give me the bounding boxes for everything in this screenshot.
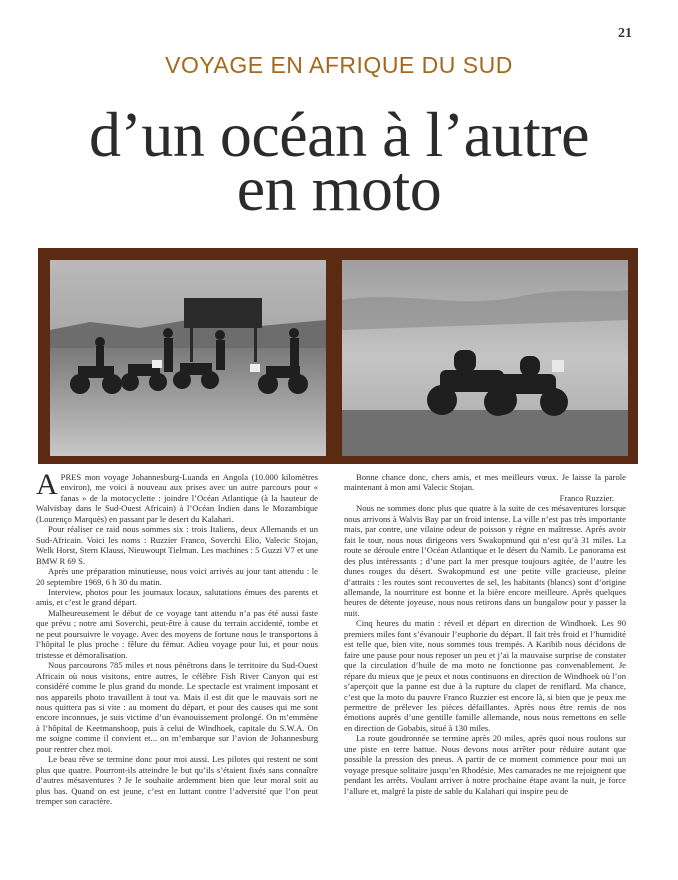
- article-paragraph: Interview, photos pour les journaux locaux, salutations émues des parents et amis, et c’est le grand départ.: [36, 586, 318, 608]
- article-paragraph: Bonne chance donc, chers amis, et mes meilleurs vœux. Je laisse la parole maintenant à mon ami Valecic Stojan.: [344, 472, 626, 493]
- article-paragraph: Cinq heures du matin : réveil et départ en direction de Windhoek. Les 90 premiers miles font s’évanouir l’euphorie du départ. Il fait très froid et l’humidité est telle que, bien vite, nous sommes tous trempés. A Karibib nous décidons de faire une pause pour nous reposer un peu et j’ai la mauvaise surprise de constater que la circulation d’huile de ma moto ne fonctionne pas convenablement. Je répare du mieux que je peux et nous continuons en direction de Windhoek où l’on s’aperçoit que la panne est due à la rupture du clapet de reniflard. Ma chance, c’est que la moto du pauvre Franco Ruzzier est encore là, si bien que je peux me permettre de prélever les pièces défaillantes. Après nous être remis de nos émotions auprès d’une gentille famille allemande, nous nous remettons en selle en direction de Gobabis, situé à 130 miles.: [344, 618, 626, 733]
- photo-motorcycles-desert: [342, 260, 628, 456]
- article-paragraph: Pour réaliser ce raid nous sommes six : trois Italiens, deux Allemands et un Sud-Africain. Voici les noms : Ruzzier Franco, Soverchi Elio, Valecic Stojan, Welk Horst, Stern Klauss, Nieuwoupt Tielman. Les machines : 5 Guzzi V7 et une BMW R 69 S.: [36, 524, 318, 566]
- article-column-left: [36, 468, 318, 807]
- article-paragraph: APRES mon voyage Johannesburg-Luanda en Angola (10.000 kilomètres environ), me voici à nouveau aux prises avec un autre parcours pour « fanas » de la motocyclette : joindre l’Océan Atlantique (à la hauteur de Walvisbay dans le Sud-Ouest Africain) à l’Océan Indien dans le Mozambique (Lourenço Marquès) en passant par le desert du Kalahari.: [36, 468, 318, 524]
- photo-motorcycles-roadside: [50, 260, 326, 456]
- article-paragraph: La route goudronnée se termine après 20 miles, après quoi nous roulons sur une piste en terre battue. Nous devons nous arrêter pour réduire autant que possible la pression des pneus. A partir de ce moment commence pour moi un voyage presque solitaire jusqu’en Rhodésie. Mes camarades ne me rejoignent que pendant les arrêts. Voulant arriver à notre prochaine étape avant la nuit, je force l’allure et, malgré la piste de sable du Kalahari qui inspire peu de: [344, 733, 626, 796]
- photo-band: [38, 248, 638, 464]
- headline-line-1: d’un océan à l’autre: [89, 99, 589, 170]
- article-paragraph: Après une préparation minutieuse, nous voici arrivés au jour tant attendu : le 20 septembre 1969, 6 h 30 du matin.: [36, 566, 318, 587]
- section-kicker: VOYAGE EN AFRIQUE DU SUD: [165, 52, 513, 78]
- article-paragraph: Malheureusement le début de ce voyage tant attendu n’a pas été aussi faste que prévu ; notre ami Soverchi, peut-être à cause du terrain accidenté, tombe et ne peut poursuivre le voyage. Avec des moyens de fortune nous le transportons à l’hôpital le plus proche : fêlure du fémur. Adieu voyage pour lui, et pour nous tristesse et démoralisation.: [36, 607, 318, 660]
- article-column-right: [344, 472, 626, 796]
- article-paragraph: Nous parcourons 785 miles et nous pénétrons dans le territoire du Sud-Ouest Africain où nous visitons, entre autres, le célèbre Fish River Canyon qui est considéré comme le plus grand du monde. Le spectacle est vraiment imposant et nos appareils photo travaillent à tout va. Mais il est dit que le mauvais sort ne nous quittera pas si vite : au moment du départ, et pour des causes qui me sont encore inconnues, je suis victime d’un évanouissement prolongé. On m’emmène à l’hôpital de Keetmanshoop, puis à celui de Windhoek, capitale du S.W.A. On me soigne comme il convient et... on m’embarque sur l’avion de Johannesburg pour rentrer chez moi.: [36, 660, 318, 754]
- article-paragraph: Nous ne sommes donc plus que quatre à la suite de ces mésaventures lorsque nous arrivons à Walvis Bay par un froid intense. La ville n’est pas très importante mais, par contre, une vilaine odeur de poisson y règne en maîtresse. Après avoir fait le tour, nous nous dirigeons vers Swakopmund qui n’est qu’à 31 miles. La route se déroule entre l’Océan Atlantique et le désert du Namib. Le panorama est des plus intéressants ; d’une part la mer presque toujours agitée, de l’autre les dunes rouges du désert. Swakopmund est une petite ville gracieuse, pleine d’attraits : les routes sont recouvertes de sel, les habitants (blancs) sont d’origine allemande, la nourriture est bonne et la bière encore meilleure. Après quelques heures de détente joyeuse, nous nous retirons dans un bungalow pour y passer la nuit.: [344, 503, 626, 618]
- article-headline: [0, 99, 678, 224]
- drop-cap: A: [36, 468, 58, 501]
- headline-line-2: en moto: [236, 153, 442, 224]
- page-number: 21: [618, 26, 632, 41]
- article-paragraph: Le beau rêve se termine donc pour moi aussi. Les pilotes qui restent ne sont plus que quatre. Pourront-ils atteindre le but qu’ils s’étaient fixés sans connaître d’autres mésaventures ? Je le souhaite ardemment bien que leur moral soit au plus bas. Quand on est jeune, c’est en luttant contre l’adversité que l’on peut tremper son caractère.: [36, 754, 318, 807]
- author-signature: Franco Ruzzier.: [559, 492, 614, 503]
